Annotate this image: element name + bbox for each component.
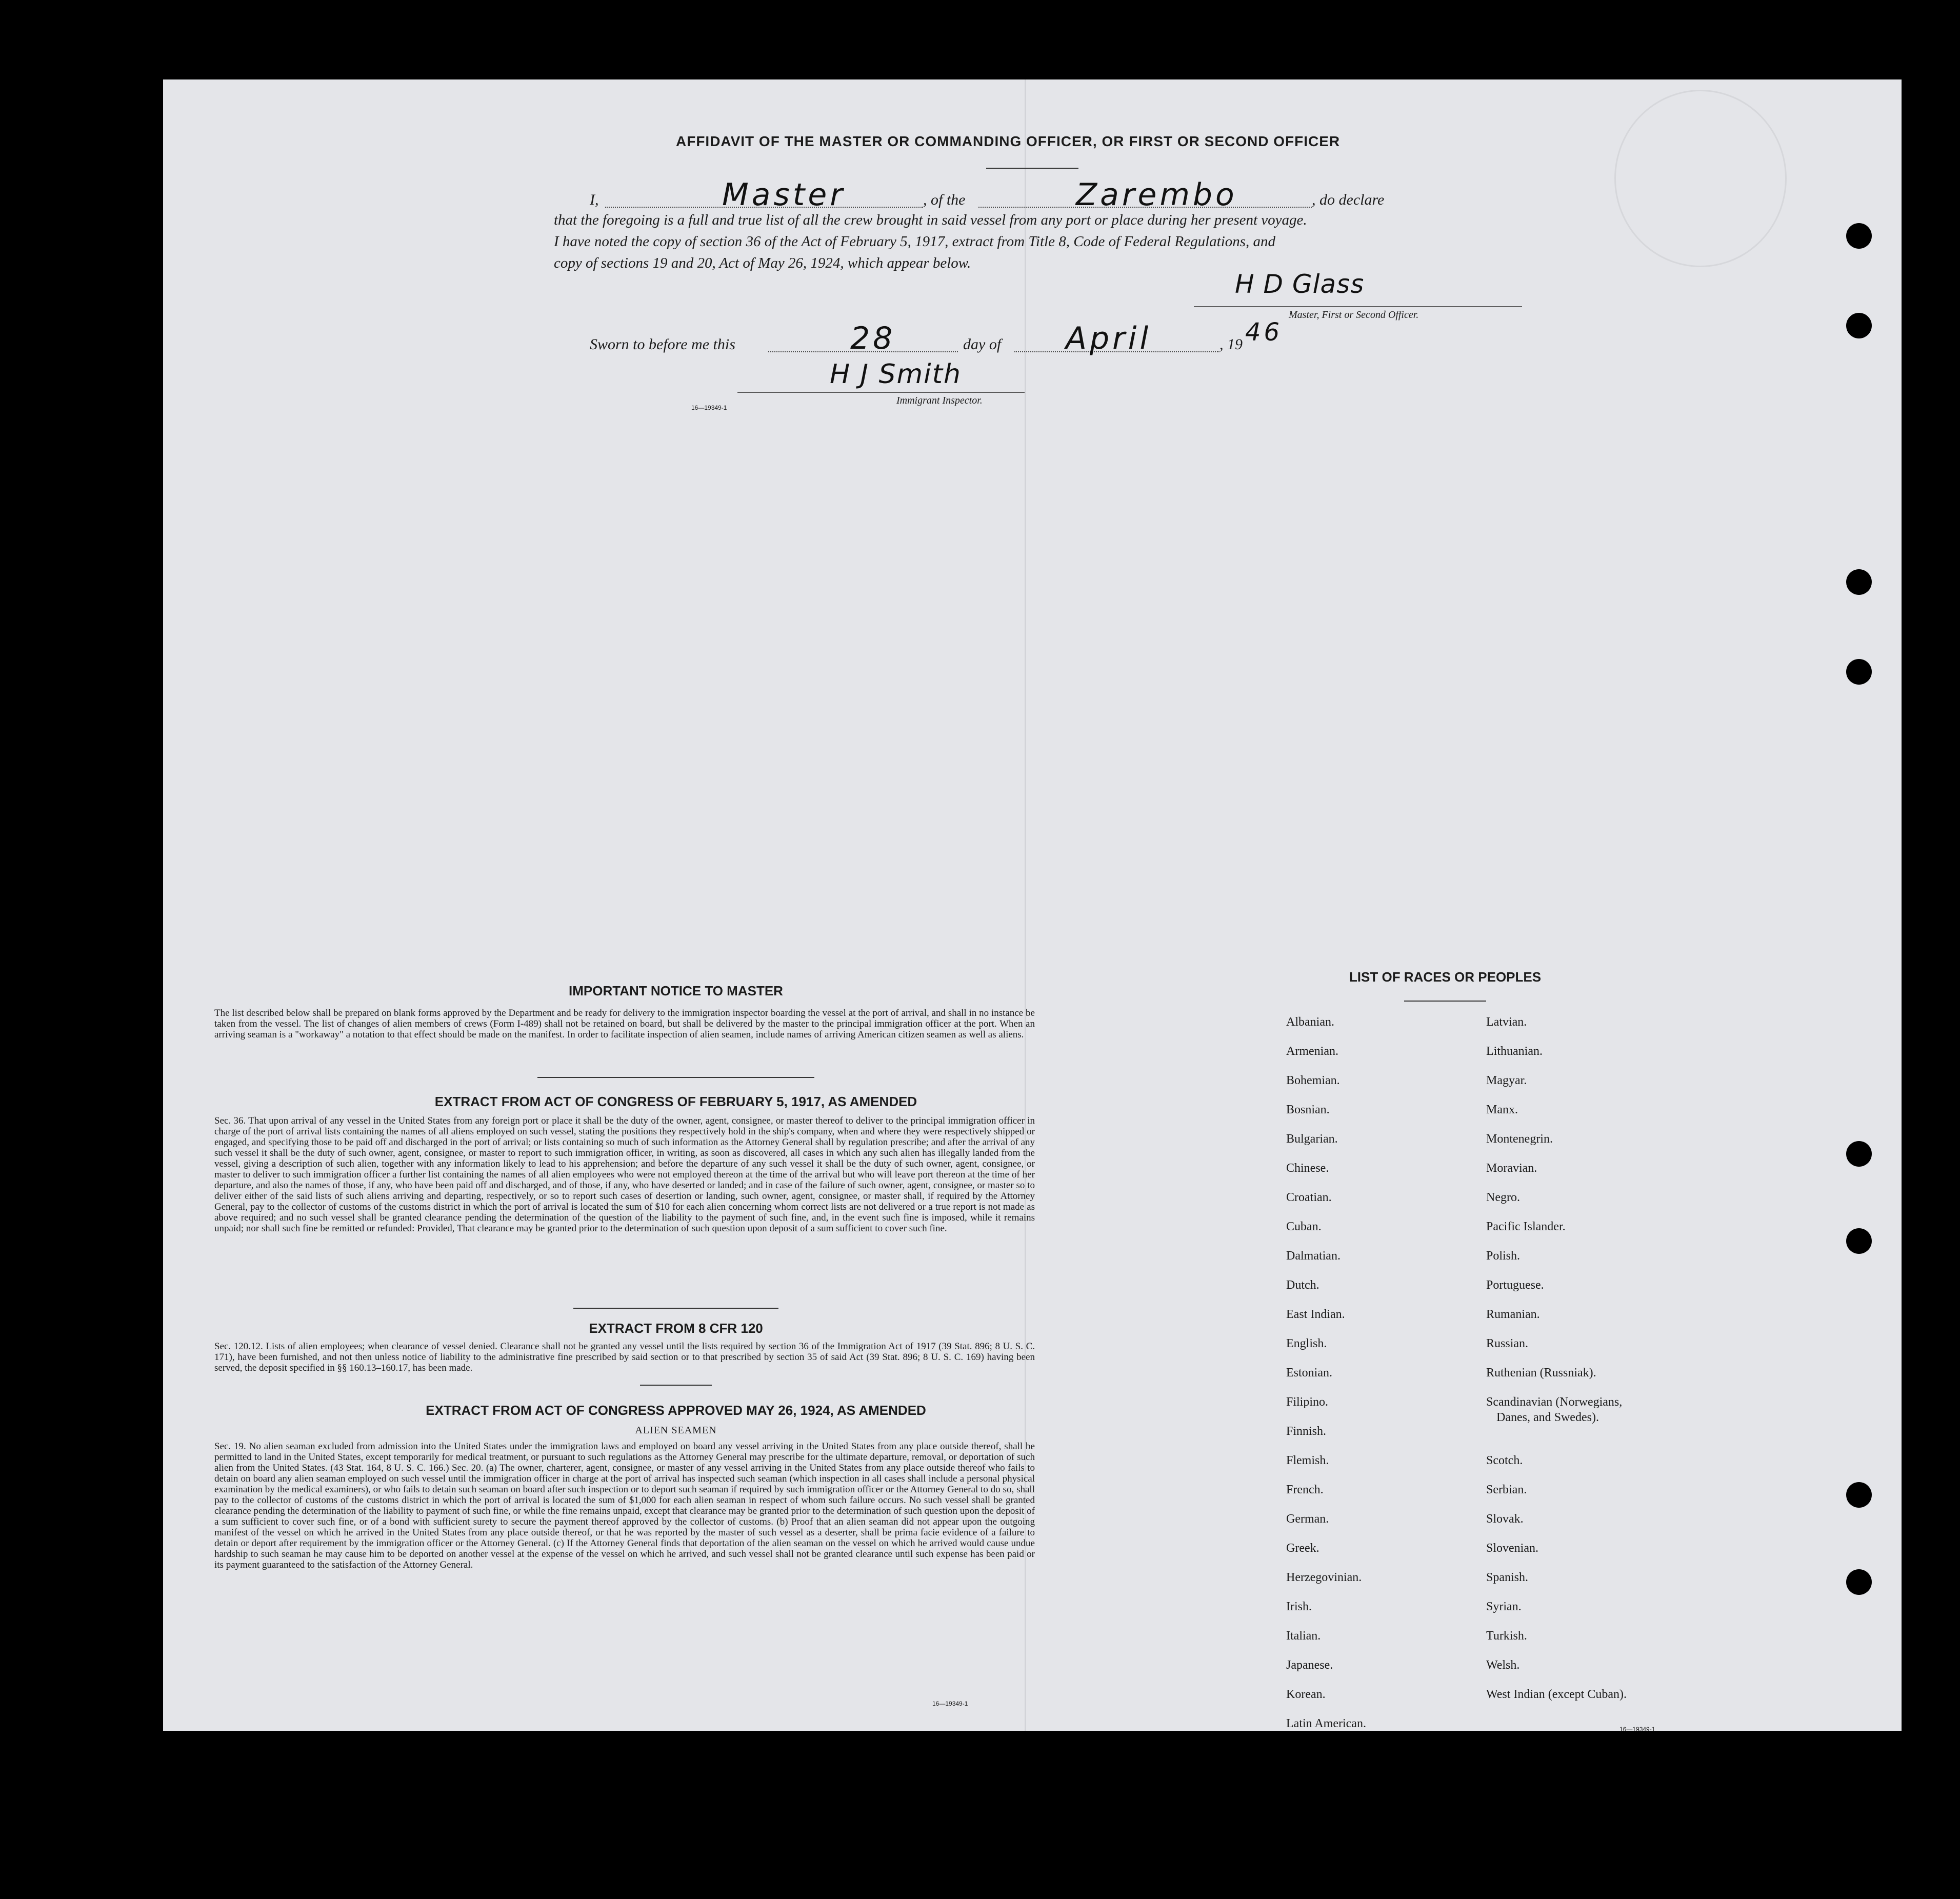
race-item: Bulgarian. [1286,1132,1338,1146]
embossed-seal [1614,90,1787,267]
extract-1917-rule [573,1308,778,1309]
affidavit-line-3: I have noted the copy of section 36 of the Act of February 5, 1917, extract from Title 8, Code of Federal Regulations, and [554,233,1276,250]
day-handwritten: 28 [850,321,896,356]
race-item: English. [1286,1337,1327,1350]
extract-cfr-text: Sec. 120.12. Lists of alien employees; when clearance of vessel denied. Clearance shall not be granted any vessel until the lists required by section 36 of the Immigration Act of 1917 (39 Stat. 896; 8 U. S. C. 171), have been furnished, and not then unless notice of liability to the administrative fine prescribed by said section or to that prescribed by section 35 of said Act (39 Stat. 896; 8 U. S. C. 169) having been served, the deposit specified in §§ 160.13–160.17, has been made. [214,1341,1035,1373]
binder-hole-1 [1846,223,1872,249]
extract-1924-text: Sec. 19. No alien seaman excluded from admission into the United States under the immigration laws and employed on board any vessel arriving in the United States from any place outside thereof, shall be permitted to land in the United States, except temporarily for medical treatment, or pursuant to such regulations as the Attorney General may prescribe for the ultimate departure, removal, or deportation of such alien from the United States. (43 Stat. 164, 8 U. S. C. 166.) Sec. 20. (a) The owner, charterer, agent, consignee, or master of any vessel arriving in the United States from any place outside thereof who fails to detain on board any alien seaman employed on such vessel until the immigration officer in charge at the port of arrival has inspected such seaman (which inspection in all cases shall include a personal physical examination by the medical examiners), or who fails to detain such seaman on board after such inspection or to deport such seaman if required by such immigration officer or the Attorney General to do so, shall pay to the collector of customs of the customs district in which the port of arrival is located the sum of $1,000 for each alien seaman in respect of whom such failure occurs. No such vessel shall be granted clearance pending the determination of the liability to payment of such fine, or while the fine remains unpaid, except that clearance may be granted prior to the determination of such question upon the deposit of a sum sufficient to cover such fine, or of a bond with sufficient surety to secure the payment thereof approved by the collector of customs. (b) Proof that an alien seaman did not appear upon the outgoing manifest of the vessel on which he arrived in the United States from any place outside thereof, or that he was reported by the master of such vessel as a deserter, shall be prima facie evidence of a failure to detain or deport after requirement by the immigration officer or the Attorney General. (c) If the Attorney General finds that deportation of the alien seaman on the vessel on which he arrived would cause undue hardship to such seaman he may cause him to be deported on another vessel at the expense of the vessel on which he arrived, and such vessel shall not be granted clearance until such expense has been paid or its payment guaranteed to the satisfaction of the Attorney General. [214,1441,1035,1570]
notice-title: IMPORTANT NOTICE TO MASTER [569,983,783,998]
race-item: Bosnian. [1286,1103,1330,1116]
race-item: Welsh. [1486,1658,1520,1672]
of-the-label: , of the [923,191,966,208]
race-item: Dalmatian. [1286,1249,1341,1263]
extract-1917-text: Sec. 36. That upon arrival of any vessel in the United States from any foreign port or place it shall be the duty of the owner, agent, consignee, or master thereof to deliver to the principal immigration officer in charge of the port of arrival lists containing the names of all aliens employed on such vessel, stating the positions they respectively hold in the ship's company, when and where they were respectively shipped or engaged, and specifying those to be paid off and discharged in the port of arrival; or lists containing so much of such information as the Attorney General shall by regulation prescribe; and after the arrival of any such vessel it shall be the duty of such owner, agent, consignee, or master to report to such immigration officer, in writing, as soon as discovered, all cases in which any such alien has illegally landed from the vessel, giving a description of such alien, together with any information likely to lead to his apprehension; and before the departure of any such vessel it shall be the duty of such owner, agent, consignee, or master to deliver to such immigration officer a further list containing the names of all alien employees who were not employed thereon at the time of the arrival but who will leave port thereon at the time of her departure, and also the names of those, if any, who have been paid off and discharged, and of those, if any, who have deserted or landed; and in case of the failure of such owner, agent, consignee, or master so to deliver either of the said lists of such aliens arriving and departing, respectively, or so to report such cases of desertion or landing, such owner, agent, consignee, or master shall, if required by the Attorney General, pay to the collector of customs of the customs district in which the port of arrival is located the sum of $10 for each alien concerning whom correct lists are not delivered or a true report is not made as above required; and no such vessel shall be granted clearance pending the determination of the question of the liability to the payment of such fine, and, in the event such fine is imposed, while it remains unpaid; nor shall such fine be remitted or refunded: Provided, That clearance may be granted prior to the determination of such question upon deposit of a sum sufficient to cover such fine. [214,1115,1035,1234]
do-declare-label: , do declare [1312,191,1385,208]
form-number-right: 16—19349-1 [1619,1726,1655,1733]
race-item: Flemish. [1286,1454,1329,1467]
binder-hole-3 [1846,569,1872,595]
race-item: Polish. [1486,1249,1521,1263]
race-item: Latin American. [1286,1717,1366,1730]
race-item: Cuban. [1286,1220,1322,1233]
binder-hole-2 [1846,313,1872,338]
form-number-left: 16—19349-1 [932,1700,968,1707]
race-item: Greek. [1286,1542,1319,1555]
affidavit-line-4: copy of sections 19 and 20, Act of May 26, 1924, which appear below. [554,255,971,271]
race-item: Albanian. [1286,1015,1334,1029]
binder-hole-7 [1846,1482,1872,1508]
binder-hole-5 [1846,1141,1872,1167]
inspector-line [737,392,1025,393]
race-item: Dutch. [1286,1278,1319,1292]
race-item: Herzegovinian. [1286,1571,1362,1584]
master-signature: H D Glass [1235,269,1365,299]
master-caption: Master, First or Second Officer. [1289,309,1419,321]
notice-text: The list described below shall be prepared on blank forms approved by the Department and be ready for delivery to the immigration inspector boarding the vessel at the port of arrival, and shall in no instance be taken from the vessel. The list of changes of alien members of crews (Form I-489) shall not be retained on board, but shall be delivered by the master to the principal immigration officer at the port. When an arriving seaman is a "workaway" a notation to that effect should be made on the manifest. In order to facilitate inspection of alien seamen, include names of arriving American citizen seamen as well as aliens. [214,1008,1035,1040]
race-item: Moravian. [1486,1162,1537,1175]
signature-line [1194,306,1522,307]
race-item: Spanish. [1486,1571,1529,1584]
race-item: Ruthenian (Russniak). [1486,1366,1596,1380]
binder-hole-6 [1846,1228,1872,1254]
year-handwritten: 46 [1245,318,1283,347]
race-item: Montenegrin. [1486,1132,1553,1146]
race-item: Slovenian. [1486,1542,1538,1555]
race-item: Finnish. [1286,1425,1327,1438]
form-number-top: 16—19349-1 [691,404,727,411]
race-item: Scotch. [1486,1454,1523,1467]
race-item: Turkish. [1486,1629,1527,1643]
races-rule [1404,1001,1486,1002]
race-item: Danes, and Swedes). [1496,1411,1599,1424]
races-title: LIST OF RACES OR PEOPLES [1349,969,1542,985]
race-item: Russian. [1486,1337,1529,1350]
affidavit-line-2: that the foregoing is a full and true list of all the crew brought in said vessel from any port or place during her present voyage. [554,212,1307,228]
race-item: Estonian. [1286,1366,1332,1380]
race-item: Chinese. [1286,1162,1329,1175]
race-item: Magyar. [1486,1074,1527,1087]
inspector-caption: Immigrant Inspector. [896,395,983,406]
extract-cfr-rule [640,1385,712,1386]
race-item: French. [1286,1483,1324,1496]
i-label: I, [590,191,599,208]
binder-hole-8 [1846,1569,1872,1595]
extract-1917-title: EXTRACT FROM ACT OF CONGRESS OF FEBRUARY 5, 1917, AS AMENDED [434,1094,917,1109]
race-item: Armenian. [1286,1045,1338,1058]
alien-seamen-subtitle: ALIEN SEAMEN [635,1425,717,1436]
race-item: Irish. [1286,1600,1312,1613]
race-item: Portuguese. [1486,1278,1544,1292]
race-item: Latvian. [1486,1015,1527,1029]
vessel-handwritten: Zarembo [1076,177,1237,213]
race-item: West Indian (except Cuban). [1486,1688,1627,1701]
race-item: Croatian. [1286,1191,1332,1204]
binder-hole-4 [1846,659,1872,685]
inspector-signature: H J Smith [830,359,962,390]
master-handwritten: Master [722,177,846,213]
sworn-label: Sworn to before me this [590,336,735,353]
race-item: Scandinavian (Norwegians, [1486,1395,1623,1409]
year-prefix: , 19 [1219,336,1243,353]
race-item: Slovak. [1486,1512,1524,1526]
race-item: Lithuanian. [1486,1045,1543,1058]
race-item: Serbian. [1486,1483,1527,1496]
document-sheet [163,79,1902,1731]
extract-cfr-title: EXTRACT FROM 8 CFR 120 [589,1321,763,1336]
race-item: Rumanian. [1486,1308,1540,1321]
title-rule [986,168,1078,169]
day-of-label: day of [963,336,1002,353]
race-item: Syrian. [1486,1600,1522,1613]
race-item: Bohemian. [1286,1074,1340,1087]
race-item: Japanese. [1286,1658,1333,1672]
notice-rule [537,1077,814,1078]
race-item: East Indian. [1286,1308,1345,1321]
race-item: Manx. [1486,1103,1518,1116]
race-item: Negro. [1486,1191,1520,1204]
affidavit-title: AFFIDAVIT OF THE MASTER OR COMMANDING OFFICER, OR FIRST OR SECOND OFFICER [676,133,1341,149]
race-item: Italian. [1286,1629,1321,1643]
race-item: German. [1286,1512,1329,1526]
month-handwritten: April [1066,321,1152,356]
extract-1924-title: EXTRACT FROM ACT OF CONGRESS APPROVED MAY 26, 1924, AS AMENDED [426,1403,926,1418]
race-item: Korean. [1286,1688,1326,1701]
race-item: Pacific Islander. [1486,1220,1566,1233]
race-item: Filipino. [1286,1395,1329,1409]
